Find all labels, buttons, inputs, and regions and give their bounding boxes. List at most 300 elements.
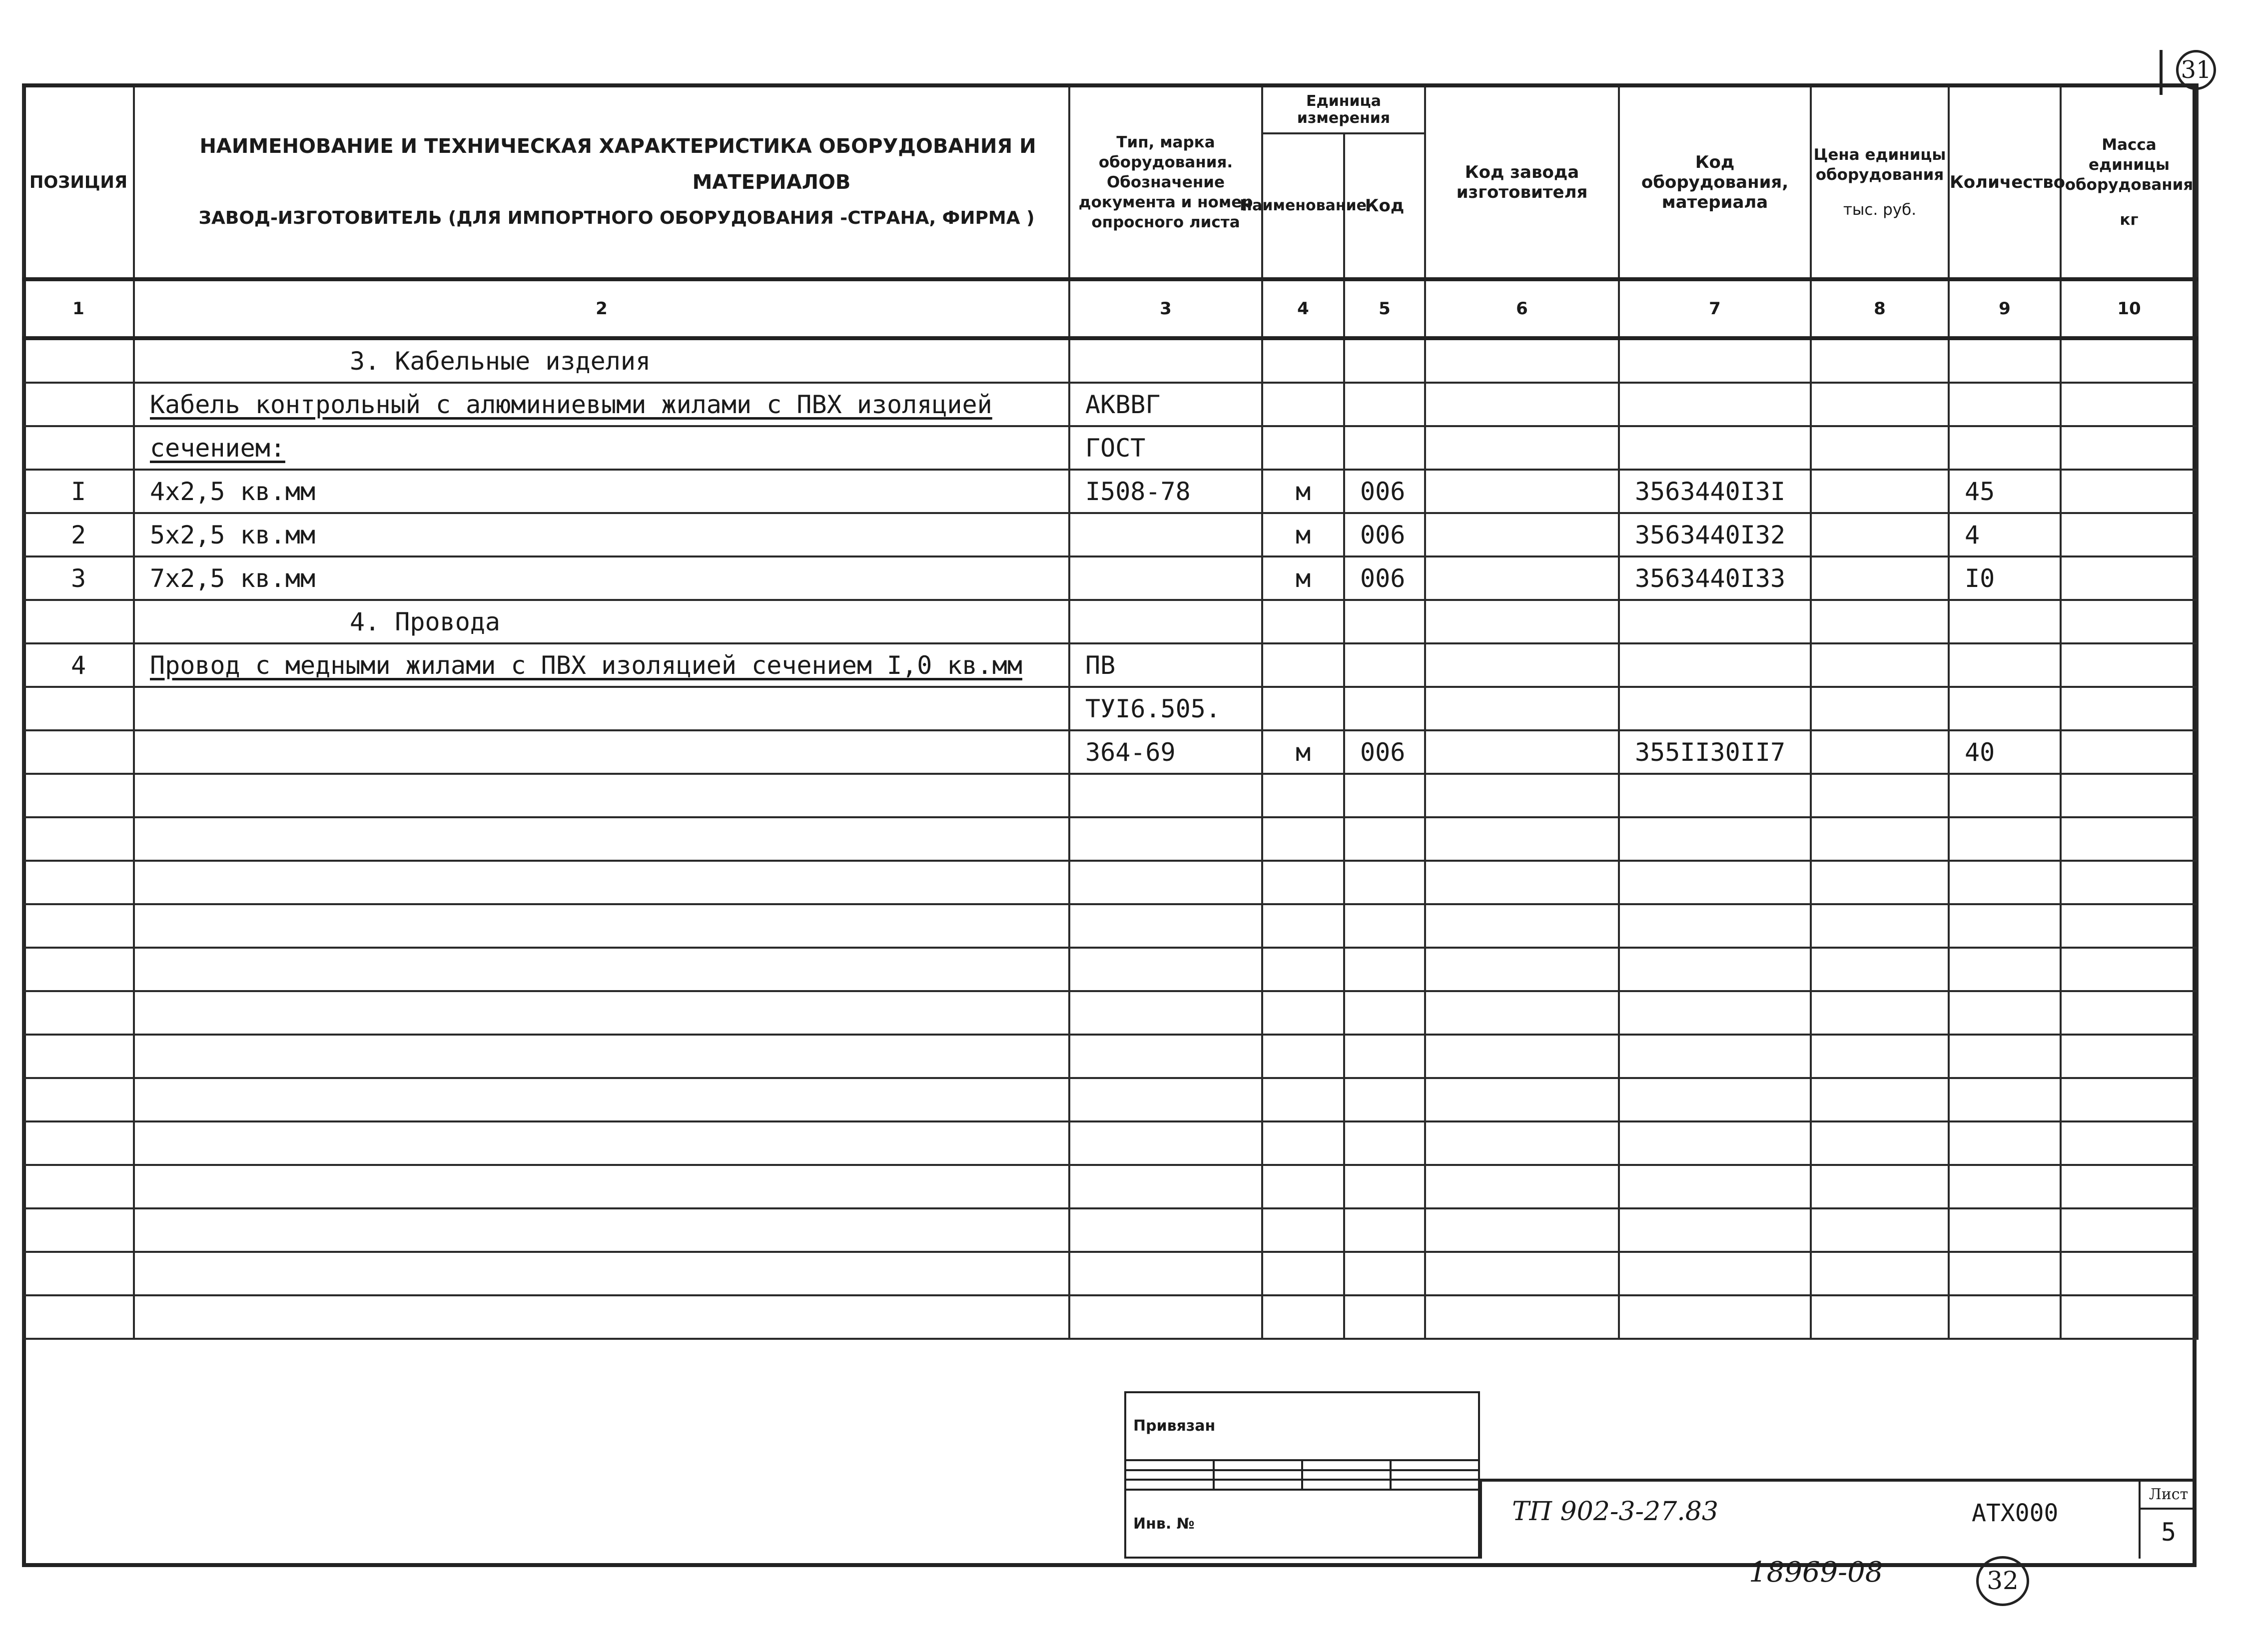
empty-cell xyxy=(1619,774,1811,817)
row-unit-code xyxy=(1344,643,1425,687)
empty-cell xyxy=(1425,1078,1619,1121)
empty-cell xyxy=(1262,1295,1344,1339)
header-type: Тип, марка оборудования. Обозначение документа и номер опросного листа xyxy=(1069,85,1262,279)
empty-cell xyxy=(1069,1165,1262,1208)
empty-cell xyxy=(1811,904,1949,948)
row-mass xyxy=(2061,600,2198,643)
stamp-privyazan: Привязан xyxy=(1125,1392,1479,1460)
empty-cell xyxy=(23,817,134,861)
empty-cell xyxy=(1069,1208,1262,1252)
empty-cell xyxy=(134,991,1069,1035)
empty-row xyxy=(23,948,2198,991)
row-quantity xyxy=(1949,338,2061,383)
empty-cell xyxy=(1425,861,1619,904)
empty-cell xyxy=(2061,948,2198,991)
empty-cell xyxy=(1619,1035,1811,1078)
row-factory-code xyxy=(1425,470,1619,513)
empty-row xyxy=(23,1035,2198,1078)
empty-cell xyxy=(1949,991,2061,1035)
circled-page: 32 xyxy=(1976,1556,2029,1606)
empty-cell xyxy=(1425,817,1619,861)
row-position xyxy=(23,426,134,470)
row-quantity xyxy=(1949,687,2061,730)
stamp-cell xyxy=(1391,1460,1479,1470)
page-number: 31 xyxy=(2176,50,2216,90)
empty-cell xyxy=(1949,1078,2061,1121)
specification-table xyxy=(22,83,2199,1340)
empty-cell xyxy=(1619,1252,1811,1295)
empty-cell xyxy=(1344,774,1425,817)
row-mass xyxy=(2061,383,2198,426)
row-unit-code xyxy=(1344,426,1425,470)
row-name: 3. Кабельные изделия xyxy=(134,338,1069,383)
empty-cell xyxy=(1619,861,1811,904)
header-factory-code: Код завода изготовителя xyxy=(1425,85,1619,279)
header-price xyxy=(1811,85,1949,279)
empty-cell xyxy=(134,861,1069,904)
empty-cell xyxy=(1344,948,1425,991)
empty-cell xyxy=(1425,1295,1619,1339)
empty-cell xyxy=(1811,991,1949,1035)
colnum: 6 xyxy=(1425,279,1619,338)
empty-cell xyxy=(1069,991,1262,1035)
empty-cell xyxy=(1262,774,1344,817)
stamp-inv-no: Инв. № xyxy=(1125,1490,1479,1558)
row-price xyxy=(1811,600,1949,643)
empty-cell xyxy=(2061,774,2198,817)
empty-cell xyxy=(2061,1165,2198,1208)
empty-cell xyxy=(2061,1208,2198,1252)
row-position xyxy=(23,730,134,774)
empty-row xyxy=(23,861,2198,904)
empty-cell xyxy=(1069,1252,1262,1295)
row-name: Кабель контрольный с алюминиевыми жилами с ПВХ изоляцией xyxy=(134,383,1069,426)
empty-cell xyxy=(23,948,134,991)
table-row xyxy=(23,730,2198,774)
table-row xyxy=(23,470,2198,513)
empty-cell xyxy=(1811,1208,1949,1252)
empty-cell xyxy=(1619,948,1811,991)
header-unit-name: Наименование xyxy=(1263,134,1345,277)
row-mass xyxy=(2061,687,2198,730)
header-equipment-code: Код оборудования, материала xyxy=(1619,85,1811,279)
empty-cell xyxy=(1949,1295,2061,1339)
empty-cell xyxy=(1344,861,1425,904)
header-quantity: Количество xyxy=(1949,85,2061,279)
empty-cell xyxy=(23,991,134,1035)
row-price xyxy=(1811,338,1949,383)
row-type: АКВВГ xyxy=(1069,383,1262,426)
header-row xyxy=(23,85,2198,279)
empty-cell xyxy=(23,904,134,948)
empty-cell xyxy=(1811,1252,1949,1295)
title-block xyxy=(1480,1479,2197,1559)
header-unit-title: Единица измерения xyxy=(1263,87,1424,134)
row-material-code xyxy=(1619,383,1811,426)
empty-cell xyxy=(134,817,1069,861)
row-type: I508-78 xyxy=(1069,470,1262,513)
empty-cell xyxy=(134,1078,1069,1121)
row-quantity xyxy=(1949,426,2061,470)
row-type xyxy=(1069,556,1262,600)
empty-cell xyxy=(134,1208,1069,1252)
empty-row xyxy=(23,1165,2198,1208)
header-price-label: Цена единицы оборудования xyxy=(1813,146,1946,184)
empty-cell xyxy=(1344,1078,1425,1121)
row-quantity: 40 xyxy=(1949,730,2061,774)
empty-cell xyxy=(1069,1121,1262,1165)
row-name: Провод с медными жилами с ПВХ изоляцией сечением I,0 кв.мм xyxy=(134,643,1069,687)
sheet-cell xyxy=(2139,1482,2197,1559)
row-position: I xyxy=(23,470,134,513)
header-name-line3: ЗАВОД-ИЗГОТОВИТЕЛЬ (ДЛЯ ИМПОРТНОГО ОБОРУДОВАНИЯ -СТРАНА, ФИРМА ) xyxy=(198,208,1035,228)
row-material-code xyxy=(1619,426,1811,470)
row-unit xyxy=(1262,687,1344,730)
empty-cell xyxy=(1344,1121,1425,1165)
empty-cell xyxy=(1262,1165,1344,1208)
empty-cell xyxy=(1425,1208,1619,1252)
empty-cell xyxy=(1949,1165,2061,1208)
empty-cell xyxy=(134,1165,1069,1208)
empty-cell xyxy=(1069,904,1262,948)
row-price xyxy=(1811,470,1949,513)
row-quantity: I0 xyxy=(1949,556,2061,600)
empty-cell xyxy=(2061,1295,2198,1339)
empty-cell xyxy=(1619,1165,1811,1208)
margin-tick xyxy=(2160,50,2163,95)
row-unit-code: 006 xyxy=(1344,556,1425,600)
row-quantity: 4 xyxy=(1949,513,2061,556)
row-material-code: 3563440I3I xyxy=(1619,470,1811,513)
empty-cell xyxy=(1262,1252,1344,1295)
empty-cell xyxy=(23,774,134,817)
row-price xyxy=(1811,556,1949,600)
row-unit-code xyxy=(1344,338,1425,383)
empty-cell xyxy=(1262,1121,1344,1165)
row-type: ТУI6.505. xyxy=(1069,687,1262,730)
row-unit-code xyxy=(1344,687,1425,730)
row-unit: м xyxy=(1262,730,1344,774)
row-factory-code xyxy=(1425,426,1619,470)
row-unit-code xyxy=(1344,600,1425,643)
stamp-cell xyxy=(1302,1460,1391,1470)
row-factory-code xyxy=(1425,556,1619,600)
row-unit-code xyxy=(1344,383,1425,426)
row-position xyxy=(23,383,134,426)
empty-cell xyxy=(1949,1035,2061,1078)
empty-cell xyxy=(1949,904,2061,948)
stamp-cell xyxy=(1391,1480,1479,1490)
empty-cell xyxy=(1069,1295,1262,1339)
empty-cell xyxy=(2061,1252,2198,1295)
empty-cell xyxy=(1344,1208,1425,1252)
row-price xyxy=(1811,643,1949,687)
header-mass-label: Масса единицы оборудования xyxy=(2065,136,2194,194)
colnum: 5 xyxy=(1344,279,1425,338)
row-factory-code xyxy=(1425,643,1619,687)
sheet-number: 5 xyxy=(2161,1518,2177,1547)
header-unit-code: Код xyxy=(1365,196,1405,216)
colnum: 4 xyxy=(1262,279,1344,338)
empty-cell xyxy=(1619,1208,1811,1252)
empty-cell xyxy=(1811,817,1949,861)
empty-cell xyxy=(1262,1035,1344,1078)
row-factory-code xyxy=(1425,687,1619,730)
row-name: сечением: xyxy=(134,426,1069,470)
row-type xyxy=(1069,600,1262,643)
empty-cell xyxy=(1811,1078,1949,1121)
row-unit xyxy=(1262,643,1344,687)
row-unit xyxy=(1262,426,1344,470)
empty-cell xyxy=(2061,904,2198,948)
empty-cell xyxy=(1811,1035,1949,1078)
archive-number: 18969-08 xyxy=(1749,1556,1883,1589)
empty-cell xyxy=(1262,904,1344,948)
empty-row xyxy=(23,1295,2198,1339)
empty-cell xyxy=(1949,1208,2061,1252)
stamp-cell xyxy=(1125,1470,1214,1480)
row-unit: м xyxy=(1262,556,1344,600)
colnum: 8 xyxy=(1811,279,1949,338)
column-numbers-row xyxy=(23,279,2198,338)
table-row xyxy=(23,556,2198,600)
stamp-cell xyxy=(1302,1470,1391,1480)
row-name: 7х2,5 кв.мм xyxy=(134,556,1069,600)
empty-cell xyxy=(1262,991,1344,1035)
row-position: 4 xyxy=(23,643,134,687)
empty-cell xyxy=(1262,861,1344,904)
empty-cell xyxy=(1344,1035,1425,1078)
empty-cell xyxy=(1949,948,2061,991)
row-name xyxy=(134,687,1069,730)
empty-cell xyxy=(1069,861,1262,904)
row-mass xyxy=(2061,730,2198,774)
row-price xyxy=(1811,687,1949,730)
empty-cell xyxy=(1811,861,1949,904)
stamp-cell xyxy=(1125,1460,1214,1470)
empty-cell xyxy=(1262,1078,1344,1121)
empty-cell xyxy=(1425,904,1619,948)
empty-cell xyxy=(23,1252,134,1295)
empty-cell xyxy=(23,1121,134,1165)
colnum: 3 xyxy=(1069,279,1262,338)
stamp-cell xyxy=(1214,1460,1302,1470)
row-mass xyxy=(2061,556,2198,600)
row-unit xyxy=(1262,600,1344,643)
stamp-cell xyxy=(1302,1480,1391,1490)
empty-cell xyxy=(1262,817,1344,861)
table-row xyxy=(23,687,2198,730)
row-material-code xyxy=(1619,643,1811,687)
empty-cell xyxy=(1619,1295,1811,1339)
empty-cell xyxy=(134,1295,1069,1339)
row-material-code: 355II30II7 xyxy=(1619,730,1811,774)
empty-cell xyxy=(1344,1252,1425,1295)
colnum: 1 xyxy=(23,279,134,338)
empty-cell xyxy=(1262,1208,1344,1252)
row-position: 2 xyxy=(23,513,134,556)
row-position: 3 xyxy=(23,556,134,600)
empty-cell xyxy=(23,1078,134,1121)
empty-cell xyxy=(23,1165,134,1208)
empty-cell xyxy=(134,1252,1069,1295)
doc-code: ТП 902-3-27.83 xyxy=(1512,1497,1718,1527)
empty-cell xyxy=(1949,1252,2061,1295)
empty-cell xyxy=(134,904,1069,948)
empty-cell xyxy=(1949,1121,2061,1165)
header-unit-group xyxy=(1240,85,1425,279)
empty-cell xyxy=(1619,817,1811,861)
row-type: ПВ xyxy=(1069,643,1262,687)
row-price xyxy=(1811,730,1949,774)
empty-cell xyxy=(1069,1078,1262,1121)
row-material-code xyxy=(1619,338,1811,383)
empty-row xyxy=(23,1208,2198,1252)
empty-cell xyxy=(1425,1121,1619,1165)
empty-cell xyxy=(1619,1121,1811,1165)
table-row xyxy=(23,338,2198,383)
stamp-cell xyxy=(1391,1470,1479,1480)
colnum: 2 xyxy=(134,279,1069,338)
empty-row xyxy=(23,774,2198,817)
empty-cell xyxy=(1619,1078,1811,1121)
header-mass xyxy=(2061,85,2198,279)
table-row xyxy=(23,600,2198,643)
colnum: 7 xyxy=(1619,279,1811,338)
row-position xyxy=(23,600,134,643)
row-mass xyxy=(2061,426,2198,470)
empty-cell xyxy=(2061,991,2198,1035)
empty-cell xyxy=(23,1208,134,1252)
row-unit xyxy=(1262,383,1344,426)
empty-cell xyxy=(1949,861,2061,904)
empty-cell xyxy=(1811,948,1949,991)
album-code: АТХ000 xyxy=(1972,1499,2059,1527)
empty-row xyxy=(23,1252,2198,1295)
empty-cell xyxy=(1344,817,1425,861)
row-factory-code xyxy=(1425,513,1619,556)
empty-cell xyxy=(2061,1035,2198,1078)
header-mass-unit: кг xyxy=(2120,211,2139,229)
row-unit-code: 006 xyxy=(1344,470,1425,513)
row-factory-code xyxy=(1425,338,1619,383)
empty-cell xyxy=(1425,948,1619,991)
row-material-code xyxy=(1619,600,1811,643)
header-name-line2: МАТЕРИАЛОВ xyxy=(692,171,851,194)
row-material-code xyxy=(1619,687,1811,730)
row-quantity xyxy=(1949,600,2061,643)
row-unit-code: 006 xyxy=(1344,513,1425,556)
row-price xyxy=(1811,426,1949,470)
empty-cell xyxy=(134,948,1069,991)
empty-cell xyxy=(134,1121,1069,1165)
empty-cell xyxy=(23,861,134,904)
row-type xyxy=(1069,338,1262,383)
row-name: 4. Провода xyxy=(134,600,1069,643)
empty-cell xyxy=(1069,774,1262,817)
empty-cell xyxy=(1811,1165,1949,1208)
empty-cell xyxy=(2061,1078,2198,1121)
row-quantity xyxy=(1949,643,2061,687)
empty-cell xyxy=(1344,991,1425,1035)
empty-row xyxy=(23,1121,2198,1165)
row-factory-code xyxy=(1425,730,1619,774)
row-price xyxy=(1811,383,1949,426)
privyazan-stamp xyxy=(1124,1391,1480,1559)
row-name: 4х2,5 кв.мм xyxy=(134,470,1069,513)
row-factory-code xyxy=(1425,600,1619,643)
row-quantity: 45 xyxy=(1949,470,2061,513)
empty-cell xyxy=(1425,1252,1619,1295)
empty-cell xyxy=(2061,1121,2198,1165)
row-material-code: 3563440I33 xyxy=(1619,556,1811,600)
empty-cell xyxy=(1425,1165,1619,1208)
empty-cell xyxy=(1619,991,1811,1035)
row-unit: м xyxy=(1262,513,1344,556)
row-mass xyxy=(2061,643,2198,687)
header-name xyxy=(134,85,1069,279)
empty-cell xyxy=(1619,904,1811,948)
row-unit-code: 006 xyxy=(1344,730,1425,774)
colnum: 10 xyxy=(2061,279,2198,338)
row-type: 364-69 xyxy=(1069,730,1262,774)
row-unit: м xyxy=(1262,470,1344,513)
empty-cell xyxy=(1949,774,2061,817)
empty-cell xyxy=(1069,817,1262,861)
row-name xyxy=(134,730,1069,774)
empty-cell xyxy=(1425,991,1619,1035)
row-quantity xyxy=(1949,383,2061,426)
header-name-line1: НАИМЕНОВАНИЕ И ТЕХНИЧЕСКАЯ ХАРАКТЕРИСТИКА ОБОРУДОВАНИЯ И xyxy=(199,135,1036,158)
table-row xyxy=(23,513,2198,556)
row-mass xyxy=(2061,338,2198,383)
empty-cell xyxy=(1949,817,2061,861)
row-price xyxy=(1811,513,1949,556)
empty-cell xyxy=(23,1295,134,1339)
table-row xyxy=(23,426,2198,470)
row-name: 5х2,5 кв.мм xyxy=(134,513,1069,556)
empty-cell xyxy=(23,1035,134,1078)
row-material-code: 3563440I32 xyxy=(1619,513,1811,556)
empty-cell xyxy=(1425,774,1619,817)
empty-cell xyxy=(2061,861,2198,904)
stamp-cell xyxy=(1125,1480,1214,1490)
empty-row xyxy=(23,1078,2198,1121)
empty-cell xyxy=(2061,817,2198,861)
empty-row xyxy=(23,904,2198,948)
empty-cell xyxy=(1344,904,1425,948)
empty-cell xyxy=(1069,948,1262,991)
header-price-unit: тыс. руб. xyxy=(1843,201,1917,219)
table-row xyxy=(23,643,2198,687)
empty-cell xyxy=(1425,1035,1619,1078)
stamp-cell xyxy=(1214,1480,1302,1490)
empty-cell xyxy=(1811,1121,1949,1165)
stamp-cell xyxy=(1214,1470,1302,1480)
colnum: 9 xyxy=(1949,279,2061,338)
empty-cell xyxy=(1344,1295,1425,1339)
empty-cell xyxy=(1344,1165,1425,1208)
row-unit xyxy=(1262,338,1344,383)
empty-cell xyxy=(1811,1295,1949,1339)
table-row xyxy=(23,383,2198,426)
empty-cell xyxy=(1811,774,1949,817)
empty-row xyxy=(23,817,2198,861)
header-position: ПОЗИЦИЯ xyxy=(23,85,134,279)
row-type: ГОСТ xyxy=(1069,426,1262,470)
empty-cell xyxy=(134,1035,1069,1078)
row-position xyxy=(23,687,134,730)
